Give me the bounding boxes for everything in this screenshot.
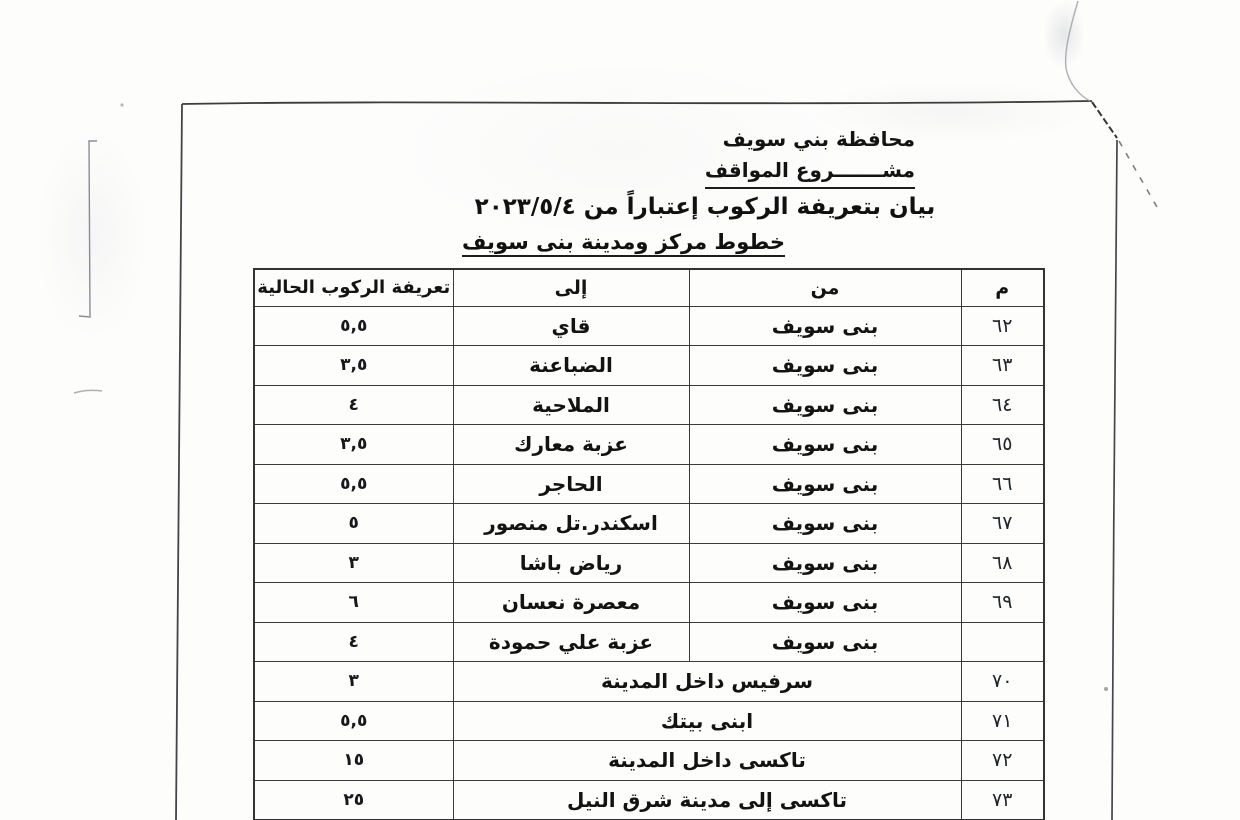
route-number-cell: ٦٩ (961, 583, 1044, 623)
col-header-from: من (689, 269, 961, 306)
destination-cell: الحاجر (453, 464, 689, 504)
effective-date: ٢٠٢٣/٥/٤ (474, 194, 576, 220)
route-number-cell: ٦٥ (961, 425, 1044, 465)
origin-cell: بنى سويف (689, 346, 961, 386)
table-row (254, 385, 1044, 425)
table-row (254, 543, 1044, 583)
header-row (254, 269, 1044, 306)
table-row (254, 464, 1044, 504)
route-number-cell: ٦٧ (961, 504, 1044, 544)
route-name-cell: تاكسى إلى مدينة شرق النيل (453, 780, 961, 820)
letterhead (705, 124, 915, 189)
route-number-cell: ٧١ (961, 701, 1044, 741)
route-name-cell: سرفيس داخل المدينة (453, 662, 961, 702)
department-name: مشـــــــروع المواقف (705, 155, 915, 189)
col-header-num: م (961, 269, 1044, 306)
origin-cell: بنى سويف (689, 385, 961, 425)
fare-cell: ٥,٥ (254, 306, 453, 346)
fare-cell: ٥,٥ (254, 464, 453, 504)
fare-cell: ٣ (254, 543, 453, 583)
origin-cell: بنى سويف (689, 425, 961, 465)
origin-cell: بنى سويف (689, 622, 961, 662)
fare-cell: ٤ (254, 622, 453, 662)
fare-cell: ٦ (254, 583, 453, 623)
col-header-to: إلى (453, 269, 689, 306)
table-row (254, 701, 1044, 741)
fare-cell: ٤ (254, 385, 453, 425)
table-row (254, 306, 1044, 346)
origin-cell: بنى سويف (689, 543, 961, 583)
document-title (430, 194, 980, 220)
destination-cell: قاي (453, 306, 689, 346)
route-number-cell: ٦٣ (961, 346, 1044, 386)
governorate-name: محافظة بني سويف (722, 127, 915, 151)
route-number-cell: ٦٦ (961, 464, 1044, 504)
route-number-cell: ٦٤ (961, 385, 1044, 425)
fare-cell: ٥ (254, 504, 453, 544)
route-number-cell: ٦٢ (961, 306, 1044, 346)
destination-cell: اسكندر.تل منصور (453, 504, 689, 544)
origin-cell: بنى سويف (689, 306, 961, 346)
table-row (254, 583, 1044, 623)
origin-cell: بنى سويف (689, 583, 961, 623)
fare-cell: ٣,٥ (254, 346, 453, 386)
route-number-cell: ٦٨ (961, 543, 1044, 583)
route-number-cell: ٧٢ (961, 741, 1044, 781)
destination-cell: الضباعنة (453, 346, 689, 386)
fare-table (253, 268, 1045, 820)
destination-cell: رياض باشا (453, 543, 689, 583)
origin-cell: بنى سويف (689, 464, 961, 504)
fare-cell: ٢٥ (254, 780, 453, 820)
table-row (254, 622, 1044, 662)
destination-cell: الملاحية (453, 385, 689, 425)
destination-cell: عزبة علي حمودة (453, 622, 689, 662)
origin-cell: بنى سويف (689, 504, 961, 544)
table-row (254, 346, 1044, 386)
table-row (254, 741, 1044, 781)
table-row (254, 662, 1044, 702)
route-number-cell: ٧٣ (961, 780, 1044, 820)
title-text: بيان بتعريفة الركوب إعتباراً من (583, 194, 936, 220)
table-row (254, 425, 1044, 465)
document-subtitle (462, 230, 785, 257)
route-name-cell: ابنى بيتك (453, 701, 961, 741)
table-row (254, 780, 1044, 820)
fare-cell: ٣ (254, 662, 453, 702)
route-number-cell (961, 622, 1044, 662)
fare-cell: ٣,٥ (254, 425, 453, 465)
destination-cell: عزبة معارك (453, 425, 689, 465)
subtitle-text: خطوط مركز ومدينة بنى سويف (462, 230, 785, 257)
fare-cell: ٥,٥ (254, 701, 453, 741)
destination-cell: معصرة نعسان (453, 583, 689, 623)
fare-cell: ١٥ (254, 741, 453, 781)
col-header-fare: تعريفة الركوب الحالية (254, 269, 453, 306)
route-number-cell: ٧٠ (961, 662, 1044, 702)
table-row (254, 504, 1044, 544)
route-name-cell: تاكسى داخل المدينة (453, 741, 961, 781)
